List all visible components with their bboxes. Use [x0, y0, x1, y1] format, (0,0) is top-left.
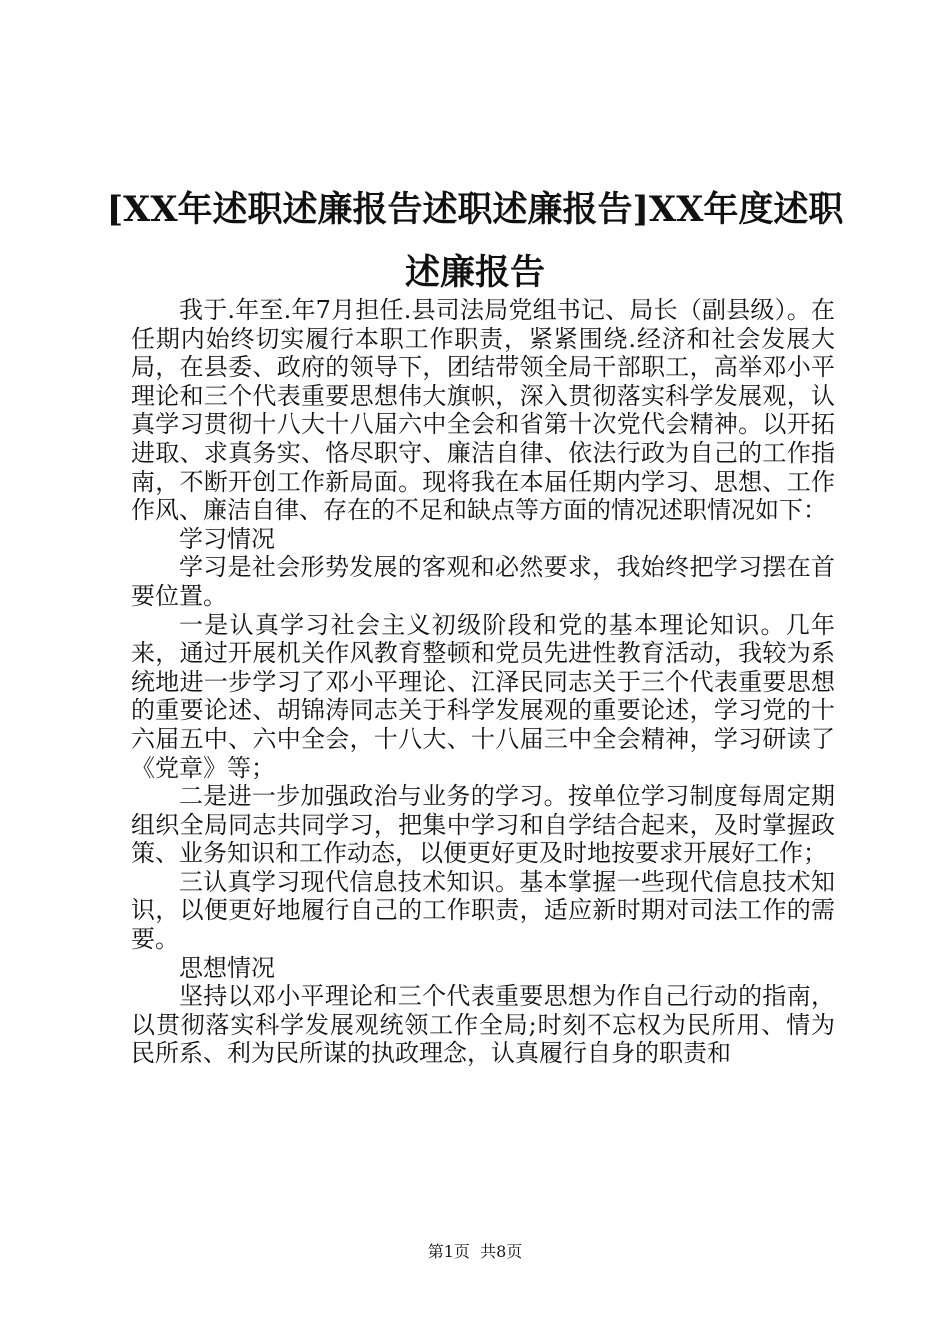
page-total: 共8页: [480, 1242, 523, 1261]
paragraph-study-three: 三认真学习现代信息技术知识。基本掌握一些现代信息技术知识，以便更好地履行自己的工作职责，适应新时期对司法工作的需要。: [131, 867, 835, 954]
document-body: [131, 296, 835, 1068]
paragraph-study-one: 一是认真学习社会主义初级阶段和党的基本理论知识。几年来，通过开展机关作风教育整顿和党员先进性教育活动，我较为系统地进一步学习了邓小平理论、江泽民同志关于三个代表重要思想的重要论述、胡锦涛同志关于科学发展观的重要论述，学习党的十六届五中、六中全会，十八大、十八届三中全会精神，学习研读了《党章》等；: [131, 610, 835, 782]
paragraph-study-intro: 学习是社会形势发展的客观和必然要求，我始终把学习摆在首要位置。: [131, 553, 835, 610]
section-heading-thought: 思想情况: [179, 953, 275, 982]
paragraph-intro: 我于.年至.年7月担任.县司法局党组书记、局长（副县级）。在任期内始终切实履行本职工作职责，紧紧围绕.经济和社会发展大局，在县委、政府的领导下，团结带领全局干部职工，高举邓小平理论和三个代表重要思想伟大旗帜，深入贯彻落实科学发展观，认真学习贯彻十八大十八届六中全会和省第十次党代会精神。以开拓进取、求真务实、恪尽职守、廉洁自律、依法行政为自己的工作指南，不断开创工作新局面。现将我在本届任期内学习、思想、工作作风、廉洁自律、存在的不足和缺点等方面的情况述职情况如下：: [131, 296, 835, 525]
paragraph-study-two: 二是进一步加强政治与业务的学习。按单位学习制度每周定期组织全局同志共同学习，把集中学习和自学结合起来，及时掌握政策、业务知识和工作动态，以便更好更及时地按要求开展好工作；: [131, 782, 835, 868]
section-heading-study: 学习情况: [179, 524, 275, 553]
page-footer: [0, 1242, 950, 1262]
document-title: [XX年述职述廉报告述职述廉报告]XX年度述职述廉报告: [106, 189, 844, 293]
paragraph-thought: 坚持以邓小平理论和三个代表重要思想为作自己行动的指南，以贯彻落实科学发展观统领工作全局;时刻不忘权为民所用、情为民所系、利为民所谋的执政理念，认真履行自身的职责和: [131, 982, 835, 1068]
page-number: 第1页: [427, 1242, 470, 1261]
